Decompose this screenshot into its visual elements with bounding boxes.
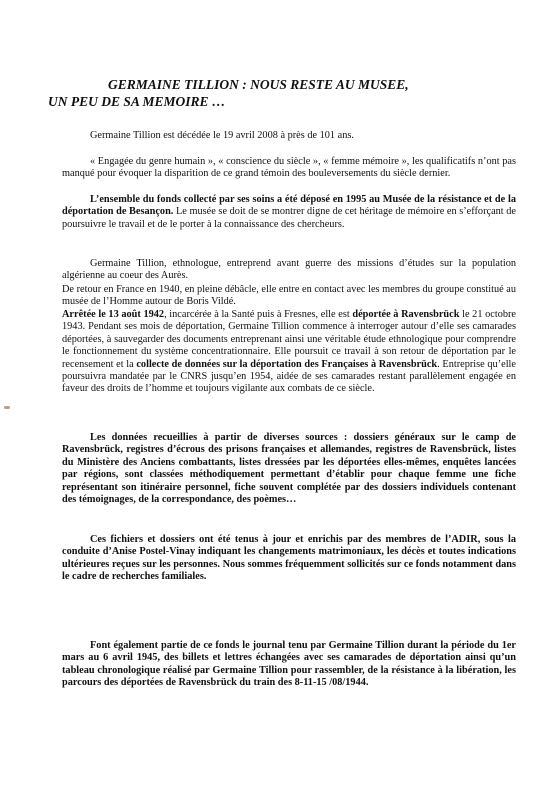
paragraph-journal: Font également partie de ce fonds le journal tenu par Germaine Tillion durant la période du 1er mars au 6 avril 1945, des billets et lettres échangées avec ses camarades de déportation ainsi qu’un tableau chronologique réalisé par Germaine Tillion pour rassembler, de la résistance à la libération, les parcours des déportées de Ravensbrück du train des 8-11-15 /08/1944. bbox=[62, 640, 516, 689]
data-collection-bold: collecte de données sur la déportation des Françaises à Ravensbrück bbox=[136, 358, 438, 370]
deportation-text-1: , incarcérée à la Santé puis à Fresnes, elle est bbox=[164, 309, 353, 320]
deportation-text-2: le 21 octobre 1943. Pendant ses mois de déportation, Germaine Tillion commence à interroger autour d’elle ses camarades déportées, à sauvegarder des documents entreprenant ainsi une véritable étude ethnologique pour comprendre le fonctionnement du système concentrationnaire. Elle poursuit ce travail à son retour de déportation par le recensement et la bbox=[62, 309, 516, 370]
deportation-text-3: . Entreprise qu’elle poursuivra mandatée par le CNRS jusqu’en 1954, aidée de ses camarades restant parallèlement engagée en faveur des droits de l’homme et toujours vigilante aux combats de ce siècle. bbox=[62, 358, 516, 395]
fonds-deposit-text: Le musée se doit de se montrer digne de cet héritage de mémoire en s’efforçant de poursuivre le travail et de le porter à la connaissance des chercheurs. bbox=[62, 206, 516, 230]
paragraph-adir-updates: Ces fichiers et dossiers ont été tenus à jour et enrichis par des membres de l’ADIR, sous la conduite d’Anise Postel-Vinay indiquant les changements matrimoniaux, les décès et toutes indications ultérieures reçues sur les personnes. Nous sommes fréquemment sollicités sur ce fonds notamment dans le cadre de recherches familiales. bbox=[62, 534, 516, 583]
arrest-date-bold: Arrêtée le 13 août 1942 bbox=[62, 309, 165, 320]
paragraph-death-date: Germaine Tillion est décédée le 19 avril 2008 à près de 101 ans. bbox=[90, 130, 354, 141]
paragraph-fonds-deposit bbox=[62, 194, 516, 231]
paragraph-deportation bbox=[62, 309, 516, 396]
title-line-2: UN PEU DE SA MEMOIRE … bbox=[48, 94, 226, 109]
fonds-deposit-bold: L’ensemble du fonds collecté par ses soins a été déposé en 1995 au Musée de la résistance et de la déportation de Besançon. bbox=[62, 194, 516, 218]
paragraph-qualifiers: « Engagée du genre humain », « conscience du siècle », « femme mémoire », les qualificatifs n’ont pas manqué pour évoquer la disparition de ce grand témoin des bouleversements du siècle dernier. bbox=[62, 156, 516, 180]
paragraph-return-1940: De retour en France en 1940, en pleine débâcle, elle entre en contact avec les membres du groupe constitué au musée de l’Homme autour de Boris Vildé. bbox=[62, 284, 516, 308]
paragraph-ethnologue: Germaine Tillion, ethnologue, entreprend avant guerre des missions d’études sur la population algérienne au coeur des Aurès. bbox=[62, 258, 516, 282]
paragraph-data-sources: Les données recueillies à partir de diverses sources : dossiers généraux sur le camp de Ravensbrück, registres d’écrous des prisons françaises et allemandes, registres de Ravensbrück, listes du Ministère des Anciens combattants, listes dressées par les déportées elles-mêmes, enquêtes lancées par régions, sont classées méthodiquement permettant d’établir pour chaque femme une fiche représentant son itinéraire personnel, fiche souvent complétée par des dossiers individuels contenant des témoignages, de la correspondance, des poèmes… bbox=[62, 432, 516, 506]
deported-ravensbruck-bold: déportée à Ravensbrück bbox=[352, 309, 460, 320]
title-line-1: GERMAINE TILLION : NOUS RESTE AU MUSEE, bbox=[108, 77, 409, 92]
scan-speck bbox=[4, 406, 10, 409]
document-title bbox=[48, 76, 518, 110]
